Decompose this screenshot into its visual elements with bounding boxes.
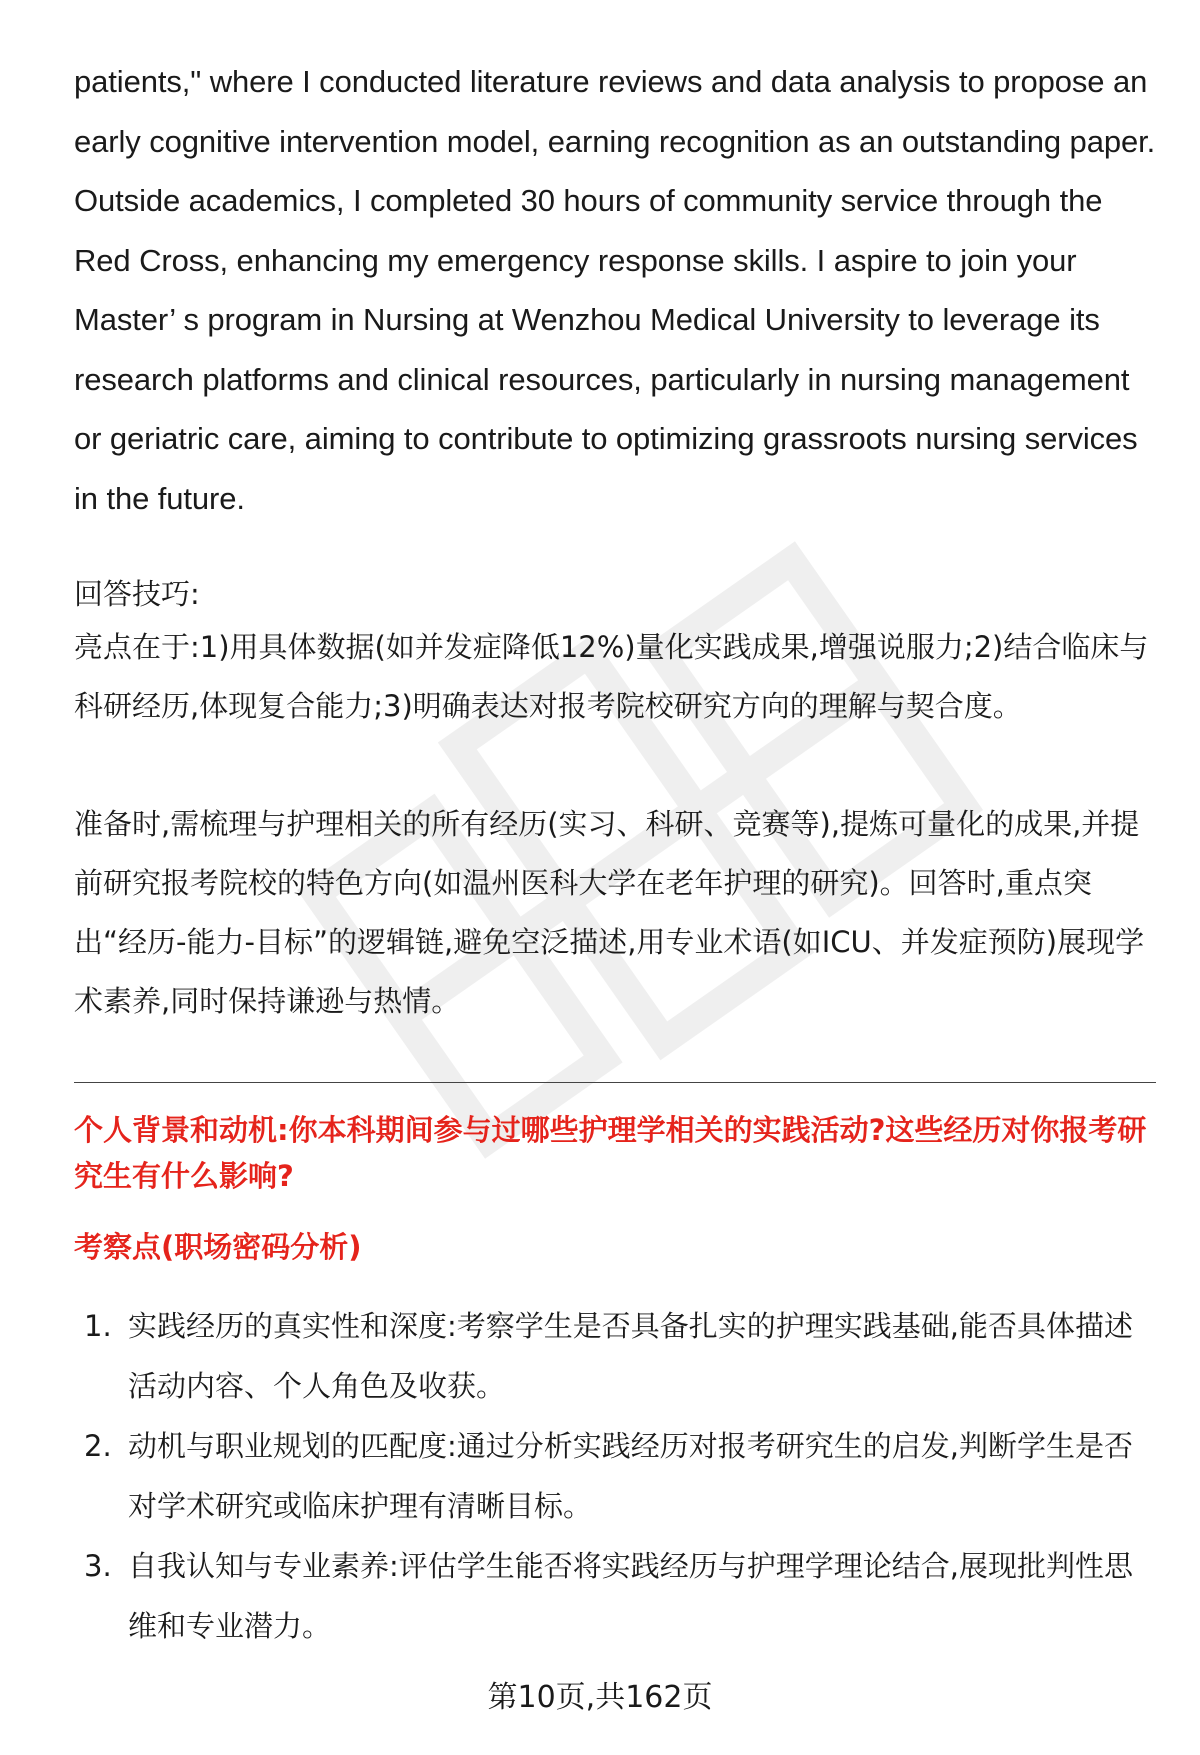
english-paragraph: patients," where I conducted literature reviews and data analysis to propose an early cognitive intervention model, earning recognition as an outstanding paper. Outside academics, I completed 30 hours of community service through the Red Cross, enhancing my emergency response skills. I aspire to join your Master’ s program in Nursing at Wenzhou Medical University to leverage its research platforms and clinical resources, particularly in nursing management or geriatric care, aiming to contribute to optimizing grassroots nursing services in the future. <box>74 64 1156 516</box>
tips-paragraph-preparation: 准备时,需梳理与护理相关的所有经历(实习、科研、竞赛等),提炼可量化的成果,并提前研究报考院校的特色方向(如温州医科大学在老年护理的研究)。回答时,重点突出“经历-能力-目标”的逻辑链,避免空泛描述,用专业术语(如ICU、并发症预防)展现学术素养,同时保持谦逊与热情。 <box>74 807 1145 1018</box>
list-item-text: 实践经历的真实性和深度:考察学生是否具备扎实的护理实践基础,能否具体描述活动内容、个人角色及收获。 <box>128 1309 1133 1403</box>
list-item <box>74 1416 1154 1536</box>
section-divider <box>74 1082 1156 1083</box>
page-number-footer: 第10页,共162页 <box>487 1680 713 1715</box>
list-item-text: 动机与职业规划的匹配度:通过分析实践经历对报考研究生的启发,判断学生是否对学术研究或临床护理有清晰目标。 <box>128 1429 1133 1523</box>
list-item-number: 2. <box>84 1429 112 1463</box>
list-item-number: 3. <box>84 1549 112 1583</box>
list-item <box>74 1296 1154 1416</box>
list-item-text: 自我认知与专业素养:评估学生能否将实践经历与护理学理论结合,展现批判性思维和专业潜力。 <box>128 1549 1133 1643</box>
focus-points-title: 考察点(职场密码分析) <box>74 1230 362 1264</box>
list-item <box>74 1536 1154 1656</box>
list-item-number: 1. <box>84 1309 112 1343</box>
tips-label: 回答技巧: <box>74 577 200 611</box>
question-title: 个人背景和动机:你本科期间参与过哪些护理学相关的实践活动?这些经历对你报考研究生有什么影响? <box>74 1113 1147 1193</box>
focus-points-list <box>74 1296 1154 1656</box>
tips-paragraph-highlights: 亮点在于:1)用具体数据(如并发症降低12%)量化实践成果,增强说服力;2)结合临床与科研经历,体现复合能力;3)明确表达对报考院校研究方向的理解与契合度。 <box>74 630 1149 723</box>
